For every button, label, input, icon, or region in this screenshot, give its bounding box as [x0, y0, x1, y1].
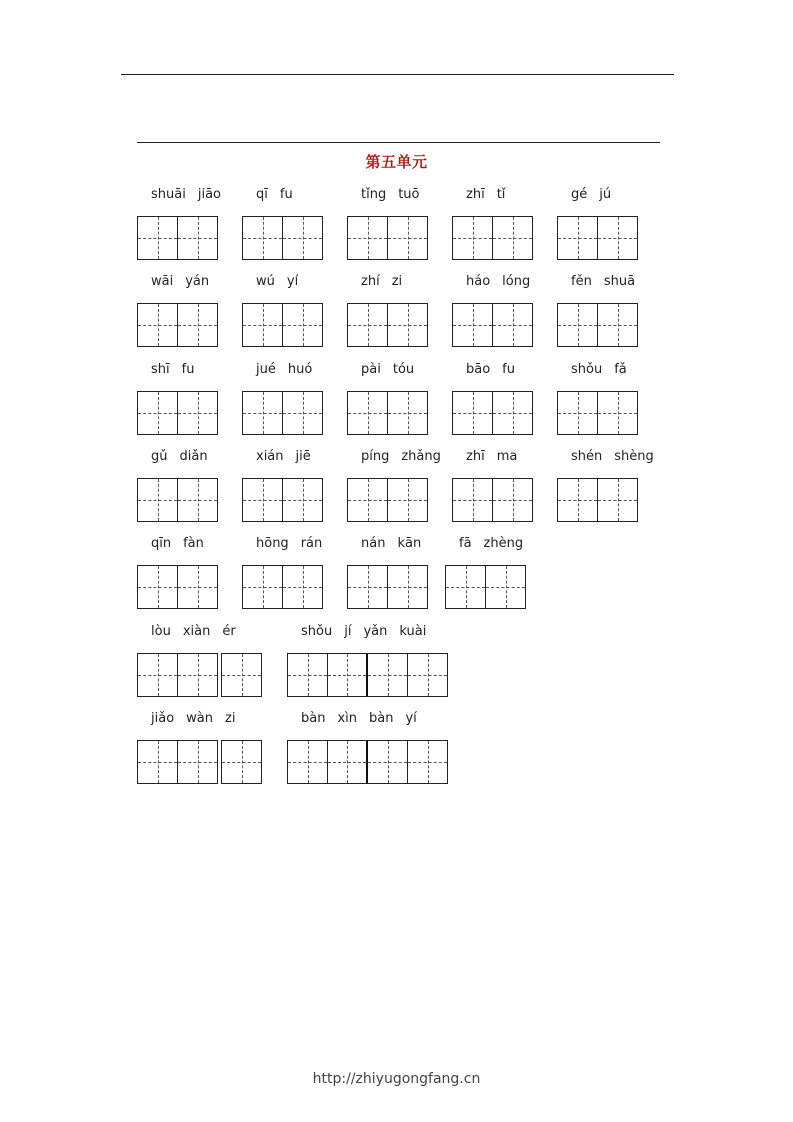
writing-cell[interactable] — [347, 391, 388, 435]
pinyin-syllable: zhī — [466, 449, 485, 464]
pinyin-label — [361, 449, 453, 467]
pinyin-label — [459, 536, 535, 554]
tianzige-boxes — [242, 391, 323, 435]
tianzige-boxes — [137, 478, 218, 522]
writing-cell[interactable] — [178, 740, 218, 784]
writing-cell[interactable] — [598, 303, 638, 347]
pinyin-syllable: lóng — [502, 274, 531, 289]
tianzige-boxes — [242, 478, 323, 522]
writing-cell[interactable] — [452, 391, 493, 435]
pinyin-syllable: hōng — [256, 536, 289, 551]
writing-cell[interactable] — [137, 391, 178, 435]
pinyin-label — [466, 187, 517, 205]
writing-cell[interactable] — [287, 740, 328, 784]
writing-cell[interactable] — [221, 740, 262, 784]
pinyin-syllable: gǔ — [151, 449, 168, 464]
pinyin-syllable: fàn — [183, 536, 204, 551]
writing-cell[interactable] — [328, 740, 368, 784]
pinyin-label — [151, 187, 233, 205]
pinyin-syllable: bāo — [466, 362, 491, 377]
pinyin-label — [466, 362, 527, 380]
writing-cell[interactable] — [137, 303, 178, 347]
pinyin-label — [361, 187, 432, 205]
tianzige-boxes — [557, 478, 638, 522]
writing-cell[interactable] — [283, 391, 323, 435]
pinyin-label — [301, 624, 438, 642]
tianzige-boxes — [557, 391, 638, 435]
tianzige-boxes — [242, 216, 323, 260]
writing-cell[interactable] — [287, 653, 328, 697]
pinyin-syllable: huó — [287, 362, 313, 377]
pinyin-syllable: fā — [459, 536, 472, 551]
pinyin-label — [361, 536, 433, 554]
pinyin-label — [571, 187, 623, 205]
writing-cell[interactable] — [137, 740, 178, 784]
writing-cell[interactable] — [557, 478, 598, 522]
pinyin-syllable: zhí — [361, 274, 380, 289]
writing-cell[interactable] — [493, 391, 533, 435]
writing-cell[interactable] — [347, 565, 388, 609]
pinyin-syllable: fěn — [571, 274, 592, 289]
pinyin-syllable: tǐng — [361, 187, 387, 202]
pinyin-syllable: kān — [397, 536, 422, 551]
tianzige-boxes — [347, 216, 428, 260]
tianzige-boxes — [137, 216, 218, 260]
writing-cell[interactable] — [445, 565, 486, 609]
writing-cell[interactable] — [388, 391, 428, 435]
writing-cell[interactable] — [283, 216, 323, 260]
pinyin-syllable: wàn — [186, 711, 213, 726]
pinyin-syllable: ma — [496, 449, 518, 464]
tianzige-boxes — [242, 303, 323, 347]
pinyin-syllable: jiāo — [197, 187, 221, 202]
pinyin-syllable: fu — [279, 187, 293, 202]
pinyin-label — [256, 449, 323, 467]
pinyin-label — [256, 536, 334, 554]
tianzige-boxes — [347, 478, 428, 522]
pinyin-syllable: jiē — [295, 449, 311, 464]
tianzige-boxes — [445, 565, 526, 609]
writing-cell[interactable] — [493, 303, 533, 347]
pinyin-syllable: wāi — [151, 274, 174, 289]
pinyin-syllable: qīn — [151, 536, 172, 551]
pinyin-label — [151, 449, 220, 467]
tianzige-boxes — [347, 565, 428, 609]
pinyin-syllable: yí — [286, 274, 299, 289]
pinyin-syllable: shuā — [603, 274, 636, 289]
writing-cell[interactable] — [221, 653, 262, 697]
tianzige-boxes — [287, 653, 448, 697]
pinyin-syllable: jiǎo — [151, 711, 175, 726]
pinyin-syllable: yǎn — [363, 624, 388, 639]
writing-cell[interactable] — [178, 565, 218, 609]
pinyin-syllable: nán — [361, 536, 386, 551]
writing-cell[interactable] — [557, 303, 598, 347]
writing-cell[interactable] — [347, 478, 388, 522]
pinyin-syllable: shuāi — [151, 187, 186, 202]
pinyin-label — [466, 274, 542, 292]
pinyin-label — [151, 624, 248, 642]
pinyin-syllable: píng — [361, 449, 390, 464]
tianzige-boxes — [452, 216, 533, 260]
pinyin-syllable: xiàn — [182, 624, 211, 639]
writing-cell[interactable] — [452, 216, 493, 260]
writing-cell[interactable] — [408, 653, 448, 697]
pinyin-syllable: xìn — [337, 711, 358, 726]
pinyin-syllable: qī — [256, 187, 268, 202]
pinyin-syllable: jú — [599, 187, 612, 202]
tianzige-boxes — [137, 391, 218, 435]
writing-cell[interactable] — [388, 478, 428, 522]
writing-cell[interactable] — [328, 653, 368, 697]
writing-cell[interactable] — [283, 303, 323, 347]
writing-cell[interactable] — [283, 565, 323, 609]
writing-cell[interactable] — [137, 653, 178, 697]
writing-cell[interactable] — [178, 303, 218, 347]
writing-cell[interactable] — [557, 391, 598, 435]
writing-cell[interactable] — [178, 653, 218, 697]
pinyin-syllable: háo — [466, 274, 491, 289]
writing-cell[interactable] — [452, 478, 493, 522]
tianzige-boxes — [452, 478, 533, 522]
pinyin-label — [151, 536, 216, 554]
writing-cell[interactable] — [557, 216, 598, 260]
writing-cell[interactable] — [408, 740, 448, 784]
writing-cell[interactable] — [598, 391, 638, 435]
pinyin-label — [571, 274, 647, 292]
pinyin-syllable: shén — [571, 449, 603, 464]
pinyin-label — [571, 449, 666, 467]
writing-cell[interactable] — [137, 216, 178, 260]
pinyin-syllable: xián — [256, 449, 284, 464]
tianzige-boxes — [287, 740, 448, 784]
writing-cell[interactable] — [137, 565, 178, 609]
writing-cell[interactable] — [242, 216, 283, 260]
writing-cell[interactable] — [452, 303, 493, 347]
pinyin-label — [256, 187, 305, 205]
pinyin-label — [466, 449, 529, 467]
pinyin-syllable: jué — [256, 362, 276, 377]
pinyin-label — [151, 274, 221, 292]
pinyin-label — [256, 274, 310, 292]
unit-title: 第五单元 — [365, 153, 428, 171]
pinyin-syllable: shǒu — [571, 362, 603, 377]
pinyin-syllable: rán — [300, 536, 323, 551]
pinyin-label — [151, 362, 206, 380]
tianzige-boxes — [137, 565, 218, 609]
tianzige-boxes — [557, 216, 638, 260]
pinyin-label — [571, 362, 639, 380]
tianzige-boxes — [137, 740, 262, 784]
pinyin-syllable: tǐ — [496, 187, 506, 202]
writing-cell[interactable] — [283, 478, 323, 522]
tianzige-boxes — [452, 391, 533, 435]
pinyin-syllable: yí — [405, 711, 417, 726]
writing-cell[interactable] — [242, 478, 283, 522]
writing-cell[interactable] — [178, 478, 218, 522]
pinyin-syllable: fu — [502, 362, 515, 377]
pinyin-syllable: wú — [256, 274, 275, 289]
writing-cell[interactable] — [598, 478, 638, 522]
pinyin-syllable: kuài — [399, 624, 427, 639]
pinyin-syllable: tuō — [398, 187, 420, 202]
pinyin-syllable: yán — [185, 274, 210, 289]
pinyin-syllable: tóu — [392, 362, 415, 377]
tianzige-boxes — [347, 391, 428, 435]
tianzige-boxes — [137, 653, 262, 697]
writing-cell[interactable] — [598, 216, 638, 260]
writing-cell[interactable] — [493, 478, 533, 522]
writing-cell[interactable] — [368, 740, 408, 784]
writing-cell[interactable] — [388, 303, 428, 347]
pinyin-label — [301, 711, 429, 729]
pinyin-syllable: gé — [571, 187, 588, 202]
writing-cell[interactable] — [493, 216, 533, 260]
writing-cell[interactable] — [388, 565, 428, 609]
writing-cell[interactable] — [242, 391, 283, 435]
section-rule — [137, 142, 660, 143]
pinyin-syllable: zi — [225, 711, 236, 726]
pinyin-syllable: fǎ — [614, 362, 627, 377]
pinyin-syllable: zi — [391, 274, 403, 289]
pinyin-syllable: lòu — [151, 624, 171, 639]
pinyin-label — [361, 362, 426, 380]
pinyin-syllable: zhī — [466, 187, 485, 202]
writing-cell[interactable] — [388, 216, 428, 260]
writing-cell[interactable] — [242, 303, 283, 347]
pinyin-syllable: shǒu — [301, 624, 333, 639]
pinyin-syllable: ér — [222, 624, 236, 639]
tianzige-boxes — [347, 303, 428, 347]
writing-cell[interactable] — [242, 565, 283, 609]
pinyin-syllable: pài — [361, 362, 381, 377]
pinyin-syllable: shī — [151, 362, 170, 377]
header-rule — [121, 74, 674, 75]
writing-cell[interactable] — [137, 478, 178, 522]
tianzige-boxes — [557, 303, 638, 347]
pinyin-label — [361, 274, 414, 292]
tianzige-boxes — [137, 303, 218, 347]
pinyin-syllable: shèng — [614, 449, 654, 464]
writing-cell[interactable] — [368, 653, 408, 697]
tianzige-boxes — [452, 303, 533, 347]
writing-cell[interactable] — [347, 216, 388, 260]
pinyin-syllable: bàn — [301, 711, 326, 726]
writing-cell[interactable] — [347, 303, 388, 347]
pinyin-label — [256, 362, 324, 380]
pinyin-syllable: diǎn — [179, 449, 208, 464]
pinyin-syllable: zhèng — [483, 536, 524, 551]
pinyin-syllable: bàn — [369, 711, 394, 726]
footer-url: http://zhiyugongfang.cn — [312, 1071, 481, 1087]
pinyin-syllable: fu — [181, 362, 195, 377]
pinyin-label — [151, 711, 247, 729]
pinyin-syllable: zhǎng — [401, 449, 441, 464]
pinyin-syllable: jí — [344, 624, 352, 639]
writing-cell[interactable] — [178, 216, 218, 260]
tianzige-boxes — [242, 565, 323, 609]
writing-cell[interactable] — [486, 565, 526, 609]
writing-cell[interactable] — [178, 391, 218, 435]
